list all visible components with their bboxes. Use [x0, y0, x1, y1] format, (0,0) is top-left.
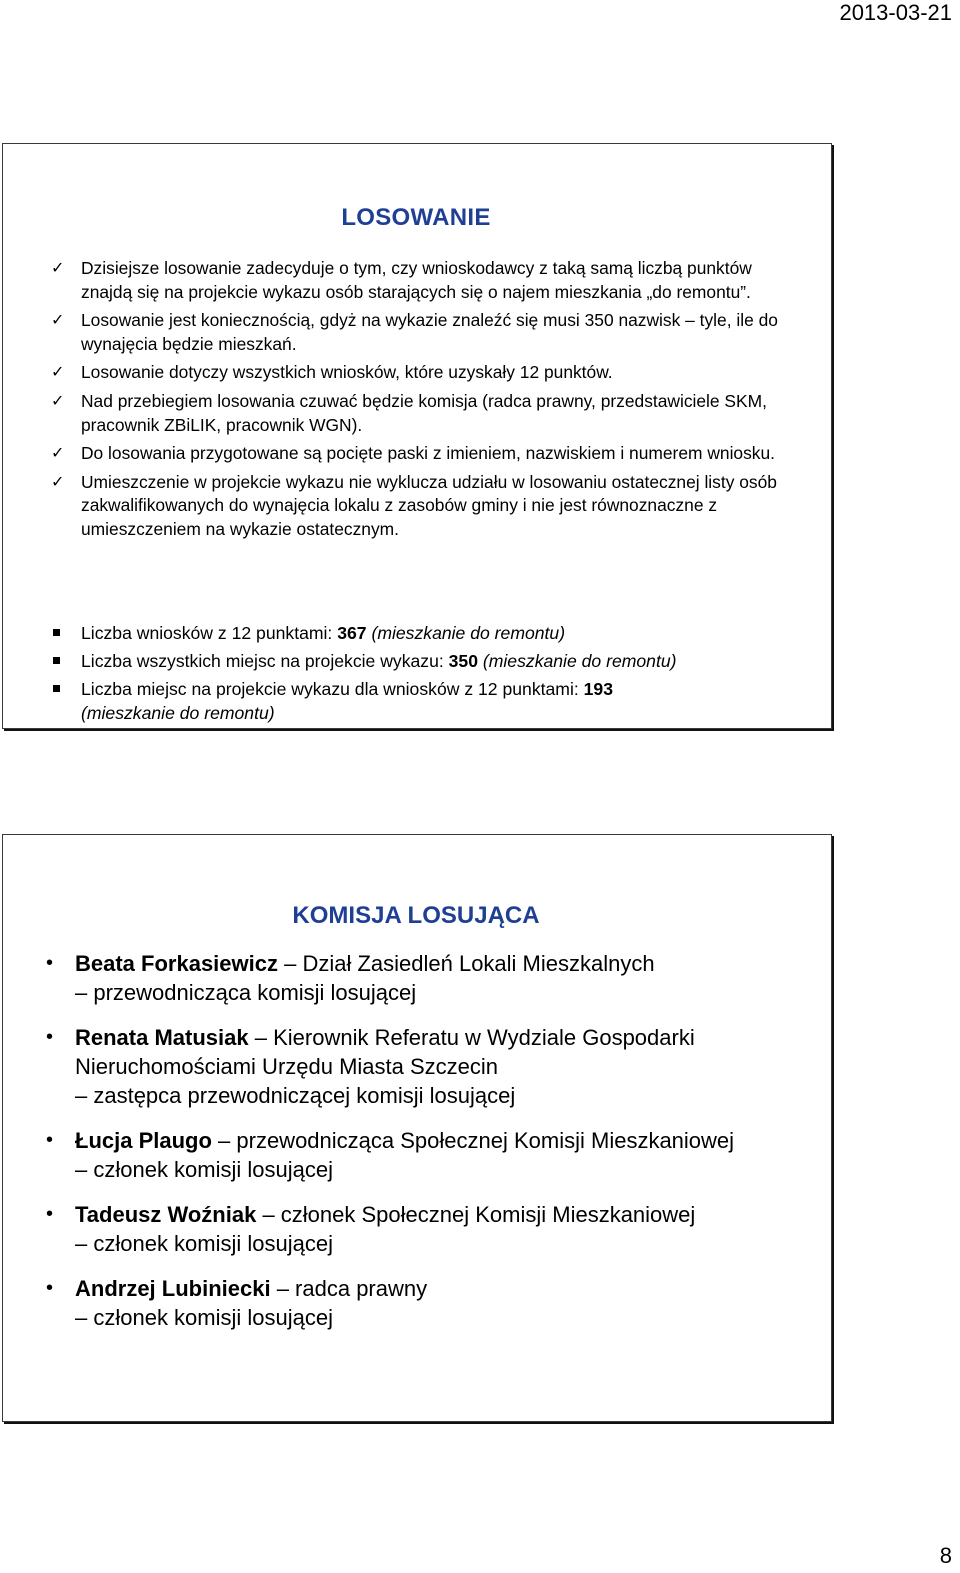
slide-komisja: [2, 834, 832, 1422]
stat-note: (mieszkanie do remontu): [366, 623, 566, 643]
member-name: Beata Forkasiewicz: [75, 951, 278, 976]
checkmark-icon: ✓: [51, 260, 65, 277]
bullet-icon: •: [46, 1026, 54, 1048]
member-name: Tadeusz Woźniak: [75, 1202, 257, 1227]
list-item: ✓ Nad przebiegiem losowania czuwać będzie komisja (radca prawny, przedstawiciele SKM, pracownik ZBiLIK, pracownik WGN).: [51, 390, 767, 435]
bullet-icon: •: [46, 1277, 54, 1299]
bullet-icon: •: [46, 952, 54, 974]
slide-title: KOMISJA LOSUJĄCA: [292, 902, 540, 929]
member-desc: – radca prawny: [270, 1276, 428, 1301]
slide-losowanie: [2, 143, 832, 729]
checkmark-icon: ✓: [51, 473, 65, 491]
square-bullet-icon: [53, 685, 60, 692]
stat-value: 350: [448, 651, 478, 671]
stat-value: 367: [337, 623, 367, 643]
member-role: – członek komisji losującej: [75, 1305, 333, 1330]
slide-title: LOSOWANIE: [341, 204, 491, 231]
members-list: [43, 949, 803, 1348]
square-bullet-icon: [53, 629, 60, 636]
bullet-icon: •: [46, 1203, 54, 1225]
list-item: ✓ Losowanie dotyczy wszystkich wniosków, które uzyskały 12 punktów.: [51, 362, 613, 383]
list-item: ✓ Do losowania przygotowane są pocięte paski z imieniem, nazwiskiem i numerem wniosku.: [51, 443, 775, 464]
member-item: [43, 1023, 803, 1110]
document-date: 2013-03-21: [839, 0, 952, 25]
checkmark-icon: ✓: [51, 312, 65, 330]
member-role: – przewodnicząca komisji losującej: [75, 980, 417, 1005]
stat-item: Liczba wszystkich miejsc na projekcie wykazu: 350 (mieszkanie do remontu): [51, 649, 791, 673]
list-item: ✓ Umieszczenie w projekcie wykazu nie wyklucza udziału w losowaniu ostatecznej listy osób zakwalifikowanych do wynajęcia lokalu z zasobów gminy i nie jest równoznaczne z umieszczeniem na wykazie ostatecznym.: [51, 471, 777, 539]
member-role: – zastępca przewodniczącej komisji losującej: [75, 1083, 516, 1108]
list-item: ✓ Losowanie jest koniecznością, gdyż na wykazie znaleźć się musi 350 nazwisk – tyle, ile do wynajęcia będzie mieszkań.: [51, 310, 778, 354]
stat-value: 193: [583, 679, 613, 699]
member-name: Renata Matusiak: [75, 1025, 249, 1050]
member-role: – członek komisji losującej: [75, 1231, 333, 1256]
checkmark-icon: ✓: [51, 392, 65, 410]
member-name: Andrzej Lubiniecki: [75, 1276, 271, 1301]
member-role: – członek komisji losującej: [75, 1157, 333, 1182]
member-desc: – przewodnicząca Społecznej Komisji Mieszkaniowej: [211, 1128, 735, 1153]
member-name: Łucja Plaugo: [75, 1128, 212, 1153]
checkmark-icon: ✓: [51, 445, 65, 463]
member-item: [43, 1126, 803, 1184]
member-desc: – Kierownik Referatu w Wydziale Gospodarki Nieruchomościami Urzędu Miasta Szczecin: [75, 1025, 695, 1079]
bullet-icon: •: [46, 1129, 54, 1151]
member-item: [43, 1274, 803, 1332]
member-desc: – członek Społecznej Komisji Mieszkaniowej: [256, 1202, 696, 1227]
stat-item: Liczba miejsc na projekcie wykazu dla wniosków z 12 punktami: 193 (mieszkanie do remontu): [51, 677, 791, 725]
member-desc: – Dział Zasiedleń Lokali Mieszkalnych: [277, 951, 655, 976]
page-number: 8: [939, 1543, 952, 1568]
list-item: ✓ Dzisiejsze losowanie zadecyduje o tym, czy wnioskodawcy z taką samą liczbą punktów znajdą się na projekcie wykazu osób starających się o najem mieszkania „do remontu”.: [51, 258, 752, 302]
stat-note: (mieszkanie do remontu): [81, 703, 275, 723]
stat-item: Liczba wniosków z 12 punktami: 367 (mieszkanie do remontu): [51, 621, 791, 645]
member-item: [43, 1200, 803, 1258]
member-item: [43, 949, 803, 1007]
square-bullet-icon: [53, 657, 60, 664]
info-checklist: [51, 257, 791, 547]
stat-note: (mieszkanie do remontu): [478, 651, 677, 671]
stats-list: [51, 621, 791, 729]
checkmark-icon: ✓: [51, 364, 65, 382]
